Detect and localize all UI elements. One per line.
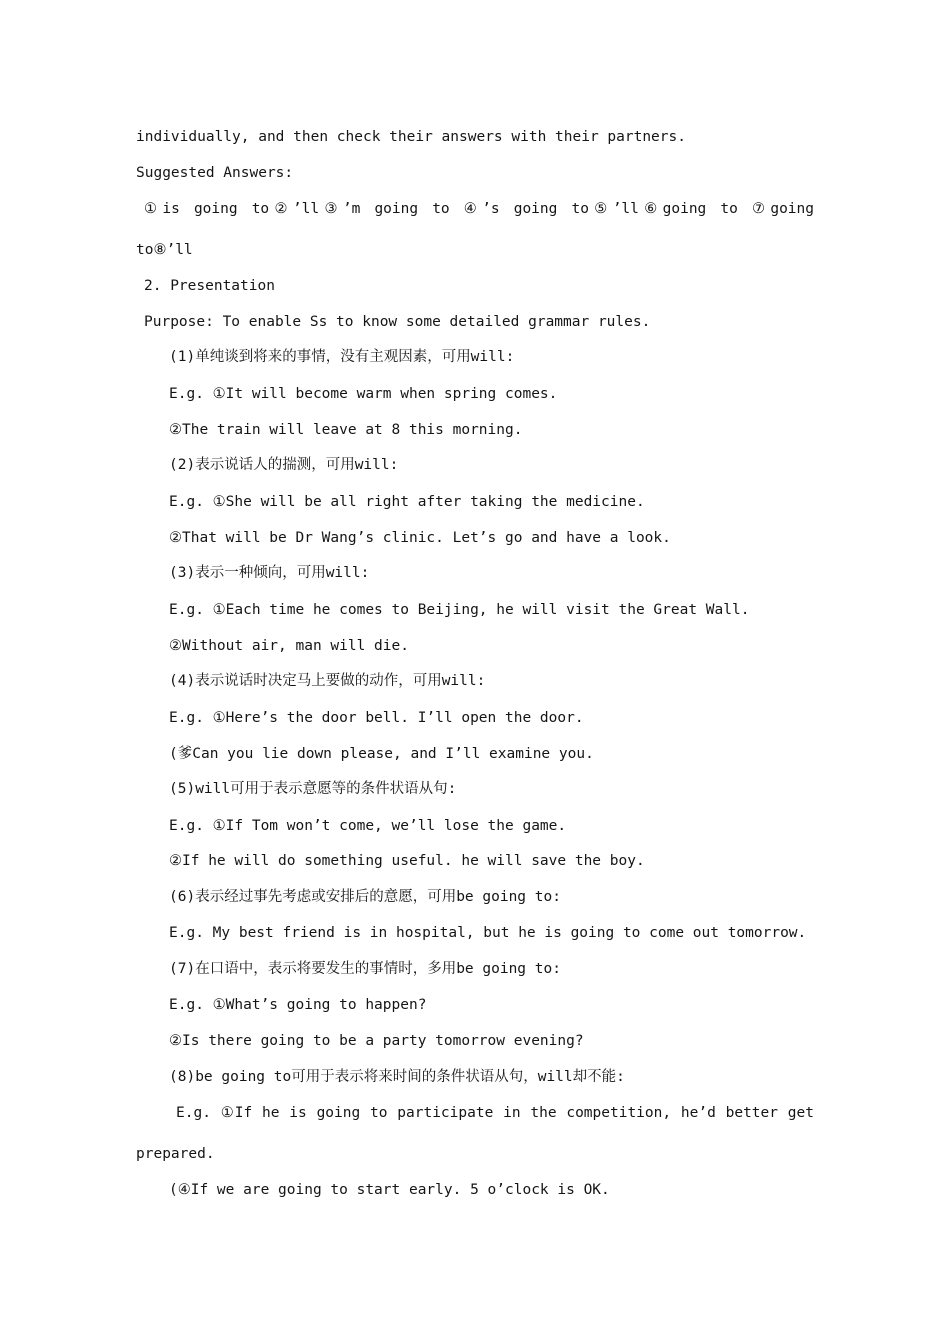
- example-line: (④If we are going to start early. 5 o’clock is OK.: [169, 1182, 610, 1198]
- rule-heading: (3)表示一种倾向，可用will:: [169, 565, 370, 581]
- rule-heading: (2)表示说话人的揣测，可用will:: [169, 457, 399, 473]
- rule-heading: (4)表示说话时决定马上要做的动作，可用will:: [169, 673, 486, 689]
- rule-heading: (7)在口语中，表示将要发生的事情时，多用be going to:: [169, 961, 561, 977]
- example-line: E.g. My best friend is in hospital, but he is going to come out tomorrow.: [169, 925, 807, 941]
- example-line: E.g. ①What’s going to happen?: [169, 997, 427, 1013]
- text-line: Purpose: To enable Ss to know some detailed grammar rules.: [144, 314, 651, 330]
- section-heading: 2. Presentation: [144, 278, 275, 294]
- example-line: E.g. ①If Tom won’t come, we’ll lose the game.: [169, 818, 567, 834]
- rule-heading: (6)表示经过事先考虑或安排后的意愿，可用be going to:: [169, 889, 561, 905]
- text-line: ①is going to②’ll③’m going to ④’s going to⑤’ll⑥going to ⑦going: [144, 201, 814, 217]
- text-line: to⑧’ll: [136, 242, 193, 258]
- example-line: (爹Can you lie down please, and I’ll examine you.: [169, 746, 594, 762]
- example-line: E.g. ①Here’s the door bell. I’ll open the door.: [169, 710, 584, 726]
- rule-heading: (5)will可用于表示意愿等的条件状语从句:: [169, 781, 457, 797]
- example-line: ②Is there going to be a party tomorrow evening?: [169, 1033, 584, 1049]
- example-line: E.g. ①Each time he comes to Beijing, he will visit the Great Wall.: [169, 602, 750, 618]
- text-line: individually, and then check their answers with their partners.: [136, 129, 686, 145]
- rule-heading: (1)单纯谈到将来的事情，没有主观因素，可用will:: [169, 349, 515, 365]
- example-line: E.g. ①If he is going to participate in the competition, he’d better get: [176, 1105, 814, 1121]
- rule-heading: (8)be going to可用于表示将来时间的条件状语从句，will却不能:: [169, 1069, 625, 1085]
- example-line: ②The train will leave at 8 this morning.: [169, 422, 523, 438]
- example-line: E.g. ①She will be all right after taking the medicine.: [169, 494, 645, 510]
- example-line: ②Without air, man will die.: [169, 638, 409, 654]
- example-line: prepared.: [136, 1146, 215, 1162]
- text-line: Suggested Answers:: [136, 165, 294, 181]
- example-line: ②That will be Dr Wang’s clinic. Let’s go and have a look.: [169, 530, 671, 546]
- example-line: E.g. ①It will become warm when spring comes.: [169, 386, 558, 402]
- example-line: ②If he will do something useful. he will save the boy.: [169, 853, 645, 869]
